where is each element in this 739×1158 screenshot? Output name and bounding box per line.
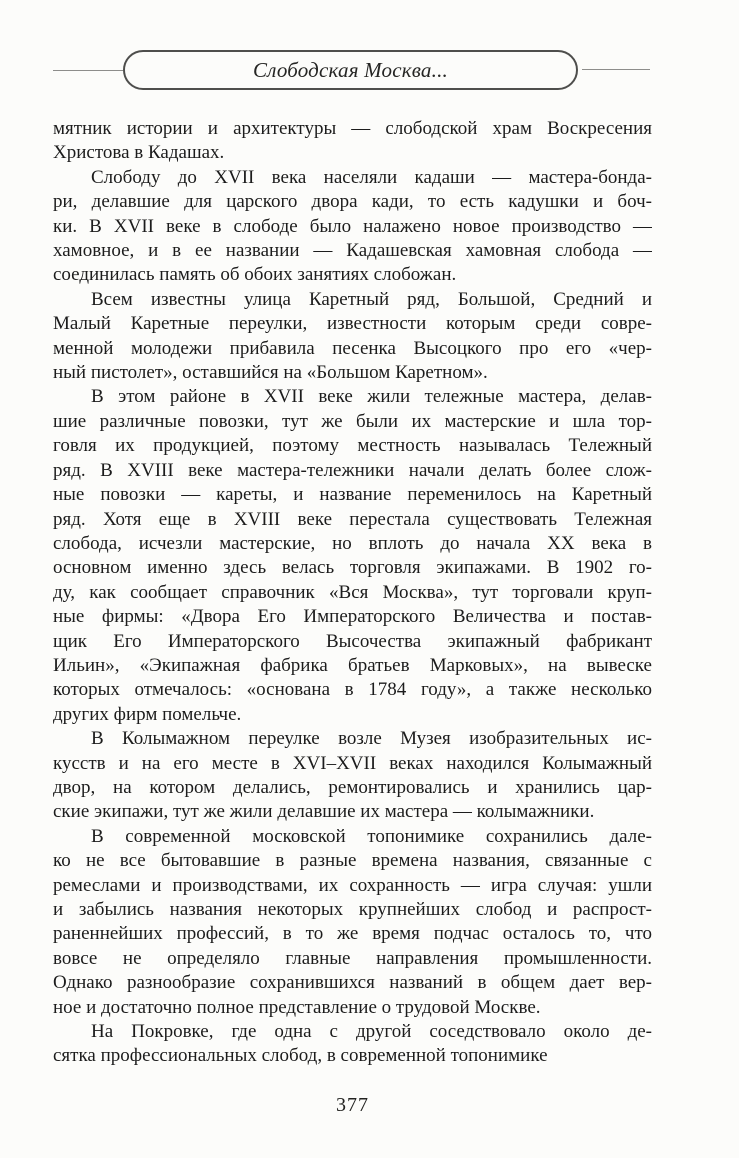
text-line: и забылись названия некоторых крупнейших слобод и распрост- [53,899,652,920]
text-line: говля их продукцией, поэтому местность называлась Тележный [53,435,652,457]
paragraph [53,385,652,727]
text-line: других фирм помельче. [53,703,242,725]
header-rule-left [53,70,123,71]
text-line: ный пистолет», оставшийся на «Большом Каретном». [53,362,488,384]
text-line: вовсе не определяло главные направления промышленности. [53,947,652,969]
running-title: Слободская Москва... [253,57,448,82]
page-number: 377 [336,1094,369,1116]
text-line: шие различные повозки, тут же были их мастерские и шла тор- [53,410,652,432]
text-line: которых отмечалось: «основана в 1784 году», а также несколько [53,679,652,701]
paragraph [53,1020,652,1069]
text-line: хамовное, и в ее названии — Кадашевская хамовная слобода — [53,240,652,262]
text-line: ремеслами и производствами, их сохранность — игра случая: ушли [53,874,652,896]
text-line: Всем известны улица Каретный ряд, Большой, Средний и [91,288,652,310]
text-line: В этом районе в XVII веке жили тележные мастера, делав- [91,386,652,408]
text-line: Однако разнообразие сохранившихся названий в общем дает вер- [53,972,652,994]
header-rule-right [582,69,650,70]
paragraph [53,288,652,386]
text-line: Слободу до XVII века населяли кадаши — мастера-бонда- [91,166,652,188]
paragraph [53,727,652,825]
text-line: мятник истории и архитектуры — слободской храм Воскресения [53,118,652,139]
text-line: ные повозки — кареты, и название переменилось на Каретный [53,484,652,506]
text-line: ряд. Хотя еще в XVIII веке перестала существовать Тележная [53,508,652,530]
paragraph [53,825,652,1020]
text-line: двор, на котором делались, ремонтировались и хранились цар- [53,776,652,798]
text-line: раненнейших профессий, в то же время подчас осталось то, что [53,923,652,945]
text-line: Малый Каретные переулки, известности которым среди совре- [53,313,652,335]
text-line: ные фирмы: «Двора Его Императорского Величества и постав- [53,606,652,628]
paragraph [53,166,652,288]
text-line: Ильин», «Экипажная фабрика братьев Марковых», на вывеске [53,654,652,676]
text-line: кусств и на его месте в XVI–XVII веках находился Колымажный [53,752,652,774]
running-title-frame [123,50,578,90]
text-line: Христова в Кадашах. [53,142,225,164]
text-line: В современной московской топонимике сохранились дале- [91,825,652,847]
text-line: ские экипажи, тут же жили делавшие их мастера — колымажники. [53,801,595,823]
paragraph [53,117,652,166]
text-line: ду, как сообщает справочник «Вся Москва», тут торговали круп- [53,581,652,603]
text-line: В Колымажном переулке возле Музея изобразительных ис- [91,728,652,750]
body-text [53,117,652,1069]
text-line: основном именно здесь велась торговля экипажами. В 1902 го- [53,557,652,579]
text-line: слобода, исчезли мастерские, но вплоть до начала XX века в [53,532,652,554]
text-line: сятка профессиональных слобод, в современной топонимике [53,1045,548,1067]
text-line: На Покровке, где одна с другой соседствовало около де- [91,1021,652,1043]
text-line: ное и достаточно полное представление о трудовой Москве. [53,996,541,1018]
text-line: ки. В XVII веке в слободе было налажено новое производство — [53,215,652,237]
text-line: соединилась память об обоих занятиях слобожан. [53,264,457,286]
text-line: ри, делавшие для царского двора кади, то есть кадушки и боч- [53,191,652,213]
text-line: менной молодежи прибавила песенка Высоцкого про его «чер- [53,337,652,359]
text-line: щик Его Императорского Высочества экипажный фабрикант [53,630,652,652]
text-line: ряд. В XVIII веке мастера-тележники начали делать более слож- [53,459,652,481]
text-line: ко не все бытовавшие в разные времена названия, связанные с [53,850,652,872]
